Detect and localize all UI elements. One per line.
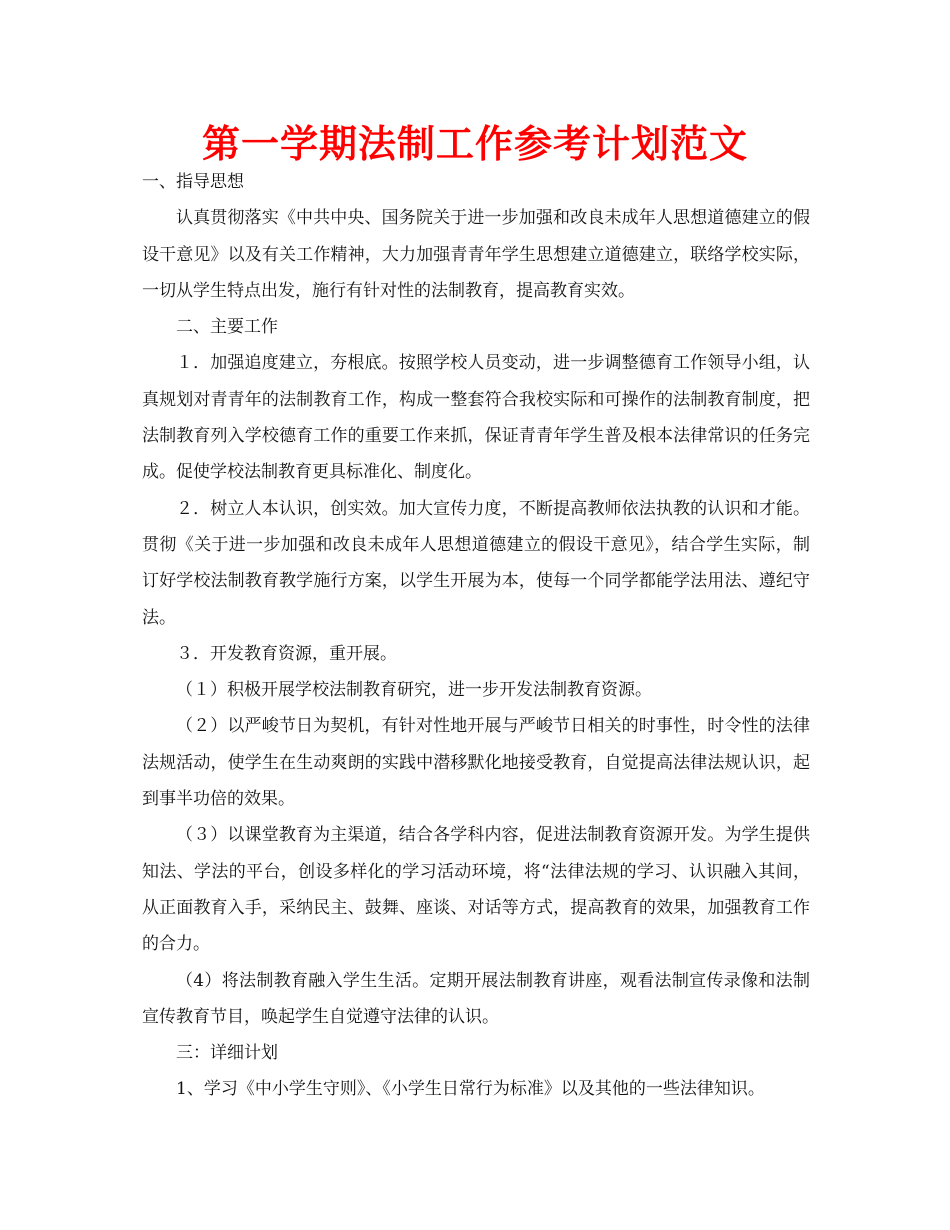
section-heading-detailed-plan: 三：详细计划 [176, 1043, 278, 1064]
paragraph: （4）将法制教育融入学生生活。定期开展法制教育讲座，观看法制宣传录像和法制宣传教育节目，唤起学生自觉遵守法律的认识。 [142, 970, 810, 1027]
document-body [142, 164, 810, 1108]
paragraph: ３．开发教育资源，重开展。 [176, 643, 397, 664]
paragraph: （１）积极开展学校法制教育研究，进一步开发法制教育资源。 [176, 680, 652, 701]
paragraph: ２．树立人本认识，创实效。加大宣传力度，不断提高教师依法执教的认识和才能。贯彻《关于进一步加强和改良未成年人思想道德建立的假设干意见》，结合学生实际，制订好学校法制教育教学施行方案，以学生开展为本，使每一个同学都能学法用法、遵纪守法。 [142, 498, 810, 628]
paragraph: 认真贯彻落实《中共中央、国务院关于进一步加强和改良未成年人思想道德建立的假设干意见》以及有关工作精神，大力加强青青年学生思想建立道德建立，联络学校实际，一切从学生特点出发，施行有针对性的法制教育，提高教育实效。 [142, 208, 810, 301]
paragraph: （２）以严峻节日为契机，有针对性地开展与严峻节日相关的时事性，时令性的法律法规活动，使学生在生动爽朗的实践中潜移默化地接受教育，自觉提高法律法规认识，起到事半功倍的效果。 [142, 716, 810, 810]
paragraph: １．加强追度建立，夯根底。按照学校人员变动，进一步调整德育工作领导小组，认真规划对青青年的法制教育工作，构成一整套符合我校实际和可操作的法制教育制度，把法制教育列入学校德育工作的重要工作来抓，保证青青年学生普及根本法律常识的任务完成。促使学校法制教育更具标准化、制度化。 [142, 353, 810, 483]
section-heading-main-work: 二、主要工作 [176, 317, 278, 338]
document-title: 第一学期法制工作参考计划范文 [201, 122, 748, 166]
paragraph: 1、学习《中小学生守则》、《小学生日常行为标准》以及其他的一些法律知识。 [176, 1079, 765, 1100]
section-heading-guiding-ideology: 一、指导思想 [142, 172, 244, 192]
paragraph: （３）以课堂教育为主渠道，结合各学科内容，促进法制教育资源开发。为学生提供知法、学法的平台，创设多样化的学习活动环境，将“法律法规的学习、认识融入其间，从正面教育入手，采纳民主、鼓舞、座谈、对话等方式，提高教育的效果，加强教育工作的合力。 [142, 825, 810, 955]
